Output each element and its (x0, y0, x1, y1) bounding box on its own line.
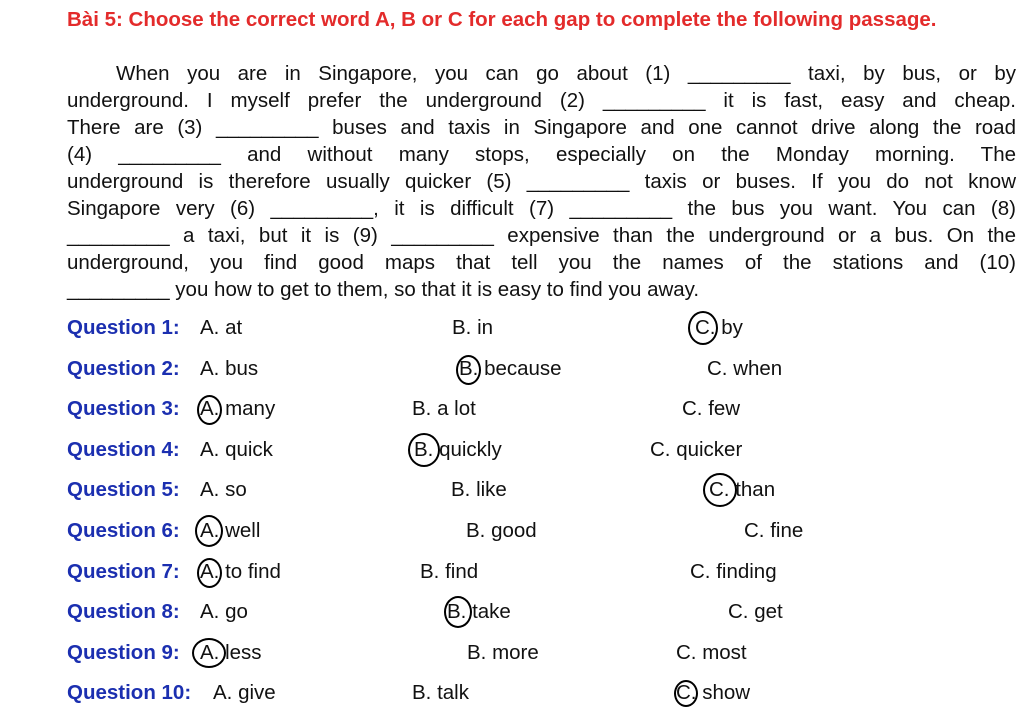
option-b[interactable]: B. more (467, 641, 539, 664)
option-c[interactable]: C. quicker (650, 438, 743, 461)
passage-line: underground is therefore usually quicker (5) _________ taxis or buses. If you do not know (67, 170, 1016, 193)
option-a[interactable]: A. well (200, 519, 261, 542)
passage-line: underground, you find good maps that tell you the names of the stations and (10) (67, 251, 1016, 274)
exercise-title: Bài 5: Choose the correct word A, B or C for each gap to complete the following passage. (67, 8, 937, 31)
question-label: Question 8: (67, 600, 180, 623)
passage-line: When you are in Singapore, you can go about (1) _________ taxi, by bus, or by (116, 62, 1016, 85)
option-c[interactable]: C. when (707, 357, 783, 380)
question-label: Question 10: (67, 681, 192, 704)
option-c[interactable]: C. show (676, 681, 751, 704)
question-row (67, 592, 1017, 632)
option-b[interactable]: B. good (466, 519, 537, 542)
question-label: Question 9: (67, 641, 180, 664)
passage-line: underground. I myself prefer the underground (2) _________ it is fast, easy and cheap. (67, 89, 1016, 112)
option-b[interactable]: B. in (452, 316, 494, 339)
option-c[interactable]: C. get (728, 600, 783, 623)
question-row (67, 470, 1017, 510)
option-a[interactable]: A. give (213, 681, 276, 704)
question-label: Question 7: (67, 560, 180, 583)
option-a[interactable]: A. quick (200, 438, 273, 461)
question-row (67, 511, 1017, 551)
option-c[interactable]: C. most (676, 641, 747, 664)
option-c[interactable]: C. than (709, 478, 776, 501)
option-a[interactable]: A. at (200, 316, 243, 339)
option-b[interactable]: B. talk (412, 681, 469, 704)
question-label: Question 3: (67, 397, 180, 420)
question-row (67, 673, 1017, 713)
question-row (67, 633, 1017, 673)
question-row (67, 552, 1017, 592)
question-label: Question 5: (67, 478, 180, 501)
option-b[interactable]: B. because (459, 357, 562, 380)
question-label: Question 6: (67, 519, 180, 542)
option-b[interactable]: B. like (451, 478, 507, 501)
passage-line: (4) _________ and without many stops, especially on the Monday morning. The (67, 143, 1016, 166)
option-a[interactable]: A. bus (200, 357, 259, 380)
option-c[interactable]: C. few (682, 397, 741, 420)
passage (67, 60, 1016, 303)
passage-line: _________ a taxi, but it is (9) _________ expensive than the underground or a bus. On the (67, 224, 1016, 247)
option-b[interactable]: B. a lot (412, 397, 476, 420)
question-row (67, 389, 1017, 429)
question-row (67, 430, 1017, 470)
question-label: Question 1: (67, 316, 180, 339)
passage-line: There are (3) _________ buses and taxis in Singapore and one cannot drive along the road (67, 116, 1016, 139)
question-label: Question 4: (67, 438, 180, 461)
option-a[interactable]: A. go (200, 600, 248, 623)
option-a[interactable]: A. less (200, 641, 262, 664)
option-b[interactable]: B. quickly (414, 438, 502, 461)
option-c[interactable]: C. by (695, 316, 743, 339)
question-row (67, 308, 1017, 348)
option-a[interactable]: A. many (200, 397, 276, 420)
option-a[interactable]: A. so (200, 478, 247, 501)
option-b[interactable]: B. take (447, 600, 511, 623)
option-c[interactable]: C. finding (690, 560, 777, 583)
question-row (67, 349, 1017, 389)
passage-line: Singapore very (6) _________, it is difficult (7) _________ the bus you want. You can (8) (67, 197, 1016, 220)
passage-line: _________ you how to get to them, so that it is easy to find you away. (67, 278, 700, 301)
option-c[interactable]: C. fine (744, 519, 804, 542)
option-a[interactable]: A. to find (200, 560, 281, 583)
option-b[interactable]: B. find (420, 560, 479, 583)
question-label: Question 2: (67, 357, 180, 380)
